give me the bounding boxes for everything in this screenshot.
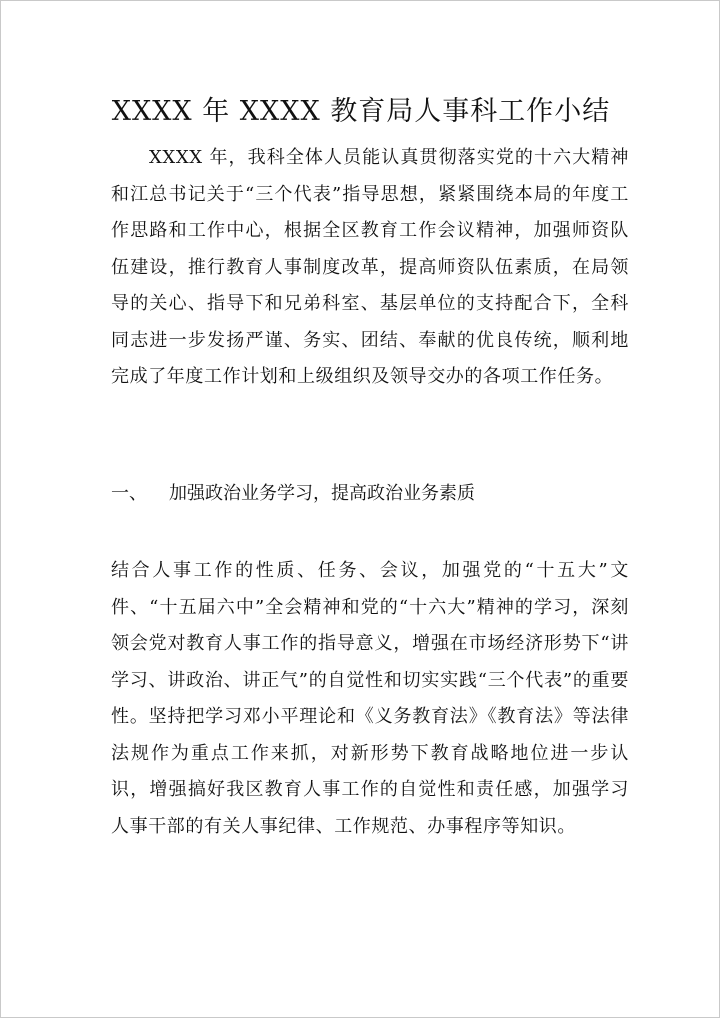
- section-number: 一、: [111, 483, 147, 504]
- intro-paragraph: XXXX 年，我科全体人员能认真贯彻落实党的十六大精神和江总书记关于“三个代表”指导思想，紧紧围绕本局的年度工作思路和工作中心，根据全区教育工作会议精神，加强师资队伍建设，推行教育人事制度改革，提高师资队伍素质，在局领导的关心、指导下和兄弟科室、基层单位的支持配合下，全科同志进一步发扬严谨、务实、团结、奉献的优良传统，顺利地完成了年度工作计划和上级组织及领导交办的各项工作任务。: [111, 147, 629, 387]
- document-title: XXXX 年 XXXX 教育局人事科工作小结: [111, 96, 611, 127]
- section-body-paragraph: 结合人事工作的性质、任务、会议，加强党的“十五大”文件、“十五届六中”全会精神和党的“十六大”精神的学习，深刻领会党对教育人事工作的指导意义，增强在市场经济形势下“讲学习、讲政治、讲正气”的自觉性和切实实践“三个代表”的重要性。坚持把学习邓小平理论和《义务教育法》《教育法》等法律法规作为重点工作来抓，对新形势下教育战略地位进一步认识，增强搞好我区教育人事工作的自觉性和责任感，加强学习人事干部的有关人事纪律、工作规范、办事程序等知识。: [111, 560, 629, 837]
- section-heading-text: 加强政治业务学习，提高政治业务素质: [169, 483, 475, 504]
- section-heading: [111, 479, 475, 505]
